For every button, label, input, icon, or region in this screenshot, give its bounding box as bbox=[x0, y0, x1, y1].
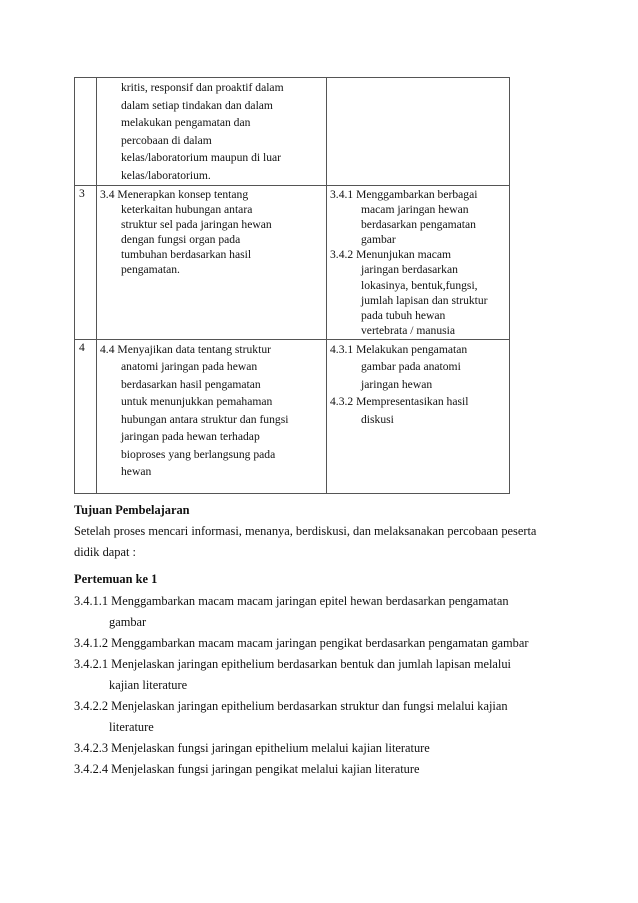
indicator-text-line: berdasarkan pengamatan bbox=[361, 218, 476, 232]
indicator-code: 4.3.1 bbox=[330, 342, 354, 356]
table-row bbox=[75, 339, 510, 493]
kd-text-line: melakukan pengamatan dan bbox=[121, 116, 251, 129]
kd-text-line: Menyajikan data tentang struktur bbox=[117, 342, 271, 356]
objective-line: 3.4.2.4 Menjelaskan fungsi jaringan pengikat melalui kajian literature bbox=[74, 762, 420, 776]
list-item bbox=[74, 738, 574, 759]
indicator-code: 3.4.1 bbox=[330, 188, 354, 201]
pertemuan-heading: Pertemuan ke 1 bbox=[74, 572, 158, 586]
list-item bbox=[74, 591, 574, 633]
kd-text-line: struktur sel pada jaringan hewan bbox=[121, 218, 272, 232]
tujuan-intro-line: Setelah proses mencari informasi, menanya, berdiskusi, dan melaksanakan percobaan peserta bbox=[74, 524, 537, 538]
kd-text-line: percobaan di dalam bbox=[121, 133, 212, 147]
indicator-text-line: macam jaringan hewan bbox=[361, 203, 469, 217]
kd-text-line: dengan fungsi organ pada bbox=[121, 233, 241, 247]
objective-continuation: literature bbox=[109, 720, 154, 734]
table-row bbox=[75, 186, 510, 340]
indicator-code: 4.3.2 bbox=[330, 395, 354, 409]
list-item bbox=[74, 633, 574, 654]
objective-continuation: kajian literature bbox=[109, 678, 188, 692]
kd-text-line: dalam setiap tindakan dan dalam bbox=[121, 98, 273, 112]
indicator-cell bbox=[327, 186, 510, 340]
indicator-text-line: jumlah lapisan dan struktur bbox=[361, 293, 488, 307]
number-cell bbox=[75, 78, 97, 186]
kd-text-line: hubungan antara struktur dan fungsi bbox=[121, 412, 289, 426]
kd-text-line: jaringan pada hewan terhadap bbox=[121, 430, 260, 444]
indicator-text-line: lokasinya, bentuk,fungsi, bbox=[361, 278, 478, 292]
objective-line: 3.4.2.2 Menjelaskan jaringan epithelium berdasarkan struktur dan fungsi melalui kajian bbox=[74, 699, 508, 713]
indicator-text-line: jaringan hewan bbox=[361, 377, 433, 391]
tujuan-heading: Tujuan Pembelajaran bbox=[74, 503, 190, 517]
kd-text-line: anatomi jaringan pada hewan bbox=[121, 360, 258, 374]
tujuan-intro-line: didik dapat : bbox=[74, 545, 136, 559]
kd-text-line: pengamatan. bbox=[121, 263, 180, 277]
kd-text-line: bioproses yang berlangsung pada bbox=[121, 447, 276, 461]
indicator-text-line: Melakukan pengamatan bbox=[356, 342, 468, 356]
kd-text-line: kelas/laboratorium maupun di luar bbox=[121, 151, 282, 164]
list-item bbox=[74, 696, 574, 738]
kd-text-line: kritis, responsif dan proaktif dalam bbox=[121, 81, 284, 94]
indicator-text-line: pada tubuh hewan bbox=[361, 308, 446, 322]
indicator-text-line: gambar bbox=[361, 233, 396, 247]
list-item bbox=[74, 759, 574, 780]
objective-line: 3.4.2.1 Menjelaskan jaringan epithelium berdasarkan bentuk dan jumlah lapisan melalui bbox=[74, 657, 511, 671]
kd-text-line: tumbuhan berdasarkan hasil bbox=[121, 248, 252, 262]
indicator-text-line: Menunjukan macam bbox=[356, 248, 452, 262]
tujuan-section bbox=[74, 500, 574, 563]
kd-text-line: untuk menunjukkan pemahaman bbox=[121, 395, 273, 409]
kd-text-line: keterkaitan hubungan antara bbox=[121, 203, 253, 217]
list-item bbox=[74, 654, 574, 696]
indicator-text-line: jaringan berdasarkan bbox=[361, 263, 458, 277]
objective-line: 3.4.1.2 Menggambarkan macam macam jaringan pengikat berdasarkan pengamatan gambar bbox=[74, 636, 529, 650]
number-cell: 3 bbox=[75, 186, 97, 340]
number-cell: 4 bbox=[75, 339, 97, 493]
kd-cell bbox=[97, 339, 327, 493]
indicator-text-line: diskusi bbox=[361, 412, 394, 426]
kd-cell bbox=[97, 78, 327, 186]
kd-text-line: kelas/laboratorium. bbox=[121, 168, 211, 182]
objective-continuation: gambar bbox=[109, 615, 147, 629]
competency-table bbox=[74, 77, 510, 494]
indicator-text-line: gambar pada anatomi bbox=[361, 360, 461, 374]
objective-line: 3.4.2.3 Menjelaskan fungsi jaringan epithelium melalui kajian literature bbox=[74, 741, 430, 755]
kd-text-line: hewan bbox=[121, 465, 152, 479]
indicator-text-line: Mempresentasikan hasil bbox=[356, 395, 469, 409]
indicator-code: 3.4.2 bbox=[330, 248, 354, 262]
indicator-text-line: Menggambarkan berbagai bbox=[356, 188, 478, 201]
kd-code: 4.4 bbox=[100, 342, 115, 356]
indicator-text-line: vertebrata / manusia bbox=[361, 323, 455, 337]
kd-text-line: berdasarkan hasil pengamatan bbox=[121, 377, 261, 391]
objective-line: 3.4.1.1 Menggambarkan macam macam jaringan epitel hewan berdasarkan pengamatan bbox=[74, 594, 509, 608]
indicator-cell bbox=[327, 339, 510, 493]
indicator-cell bbox=[327, 78, 510, 186]
kd-text-line: Menerapkan konsep tentang bbox=[117, 188, 249, 201]
kd-code: 3.4 bbox=[100, 188, 115, 201]
pertemuan-section bbox=[74, 569, 574, 780]
table-row bbox=[75, 78, 510, 186]
kd-cell bbox=[97, 186, 327, 340]
